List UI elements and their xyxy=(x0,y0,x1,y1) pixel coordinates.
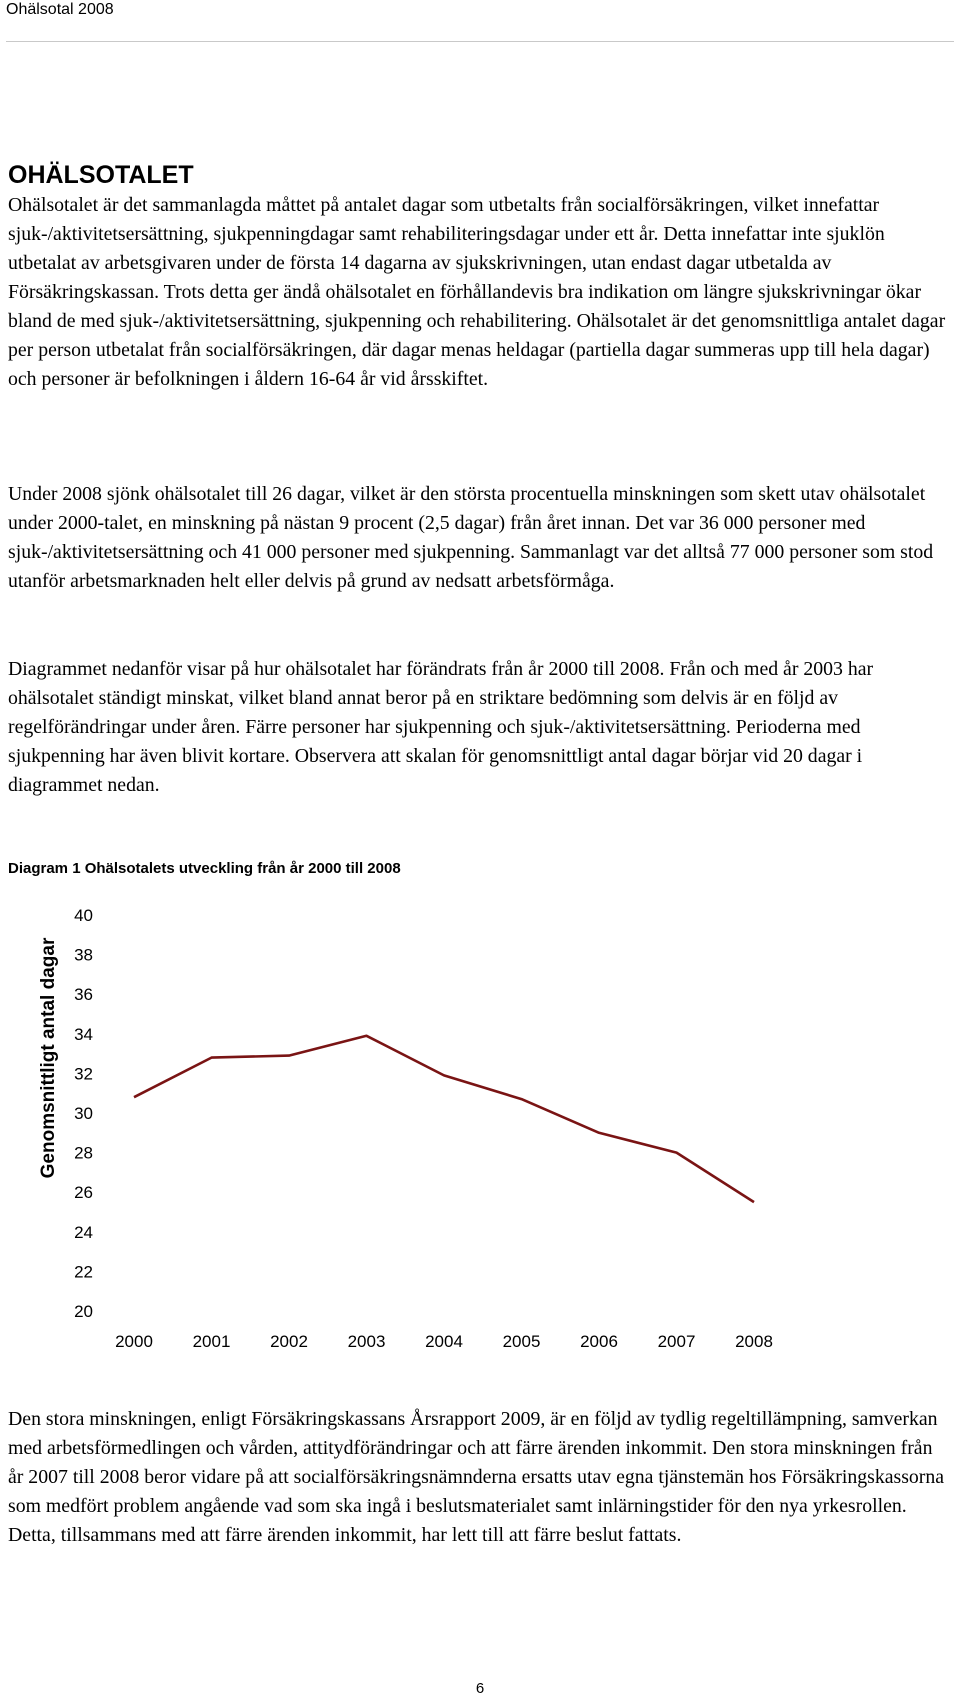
paragraph-diagram-intro: Diagrammet nedanför visar på hur ohälsotalet har förändrats från år 2000 till 2008. Från och med år 2003 har ohälsotalet ständigt minskat, vilket bland annat beror på en striktare bedömning som delvis är en följd av regelförändringar under åren. Färre personer har sjukpenning och sjuk-/aktivitetsersättning. Perioderna med sjukpenning har även blivit kortare. Observera att skalan för genomsnittligt antal dagar börjar vid 20 dagar i diagrammet nedan. xyxy=(8,658,874,796)
y-tick-label: 34 xyxy=(74,1024,93,1044)
page-number: 6 xyxy=(475,1680,485,1697)
x-tick-label: 2004 xyxy=(425,1332,463,1351)
line-chart xyxy=(0,880,960,1360)
y-tick-label: 22 xyxy=(74,1262,93,1282)
x-tick-label: 2002 xyxy=(270,1332,308,1351)
y-tick-label: 24 xyxy=(74,1222,93,1242)
paragraph-2008-decrease: Under 2008 sjönk ohälsotalet till 26 dagar, vilket är den största procentuella minskningen som skett utav ohälsotalet under 2000-talet, en minskning på nästan 9 procent (2,5 dagar) från året innan. Det var 36 000 personer med sjuk-/aktivitetsersättning och 41 000 personer med sjukpenning. Sammanlagt var det alltså 77 000 personer som stod utanför arbetsmarknaden helt eller delvis på grund av nedsatt arbetsförmåga. xyxy=(8,483,934,592)
x-tick-label: 2001 xyxy=(192,1332,231,1351)
paragraph-definition: Ohälsotalet är det sammanlagda måttet på antalet dagar som utbetalts från socialförsäkringen, vilket innefattar sjuk-/aktivitetsersättning, sjukpenningdagar samt rehabiliteringsdagar under ett år. Detta innefattar inte sjuklön utbetalat av arbetsgivaren under de första 14 dagarna av sjukskrivningen, utan endast dagar utbetalda av Försäkringskassan. Trots detta ger ändå ohälsotalet en förhållandevis bra indikation om längre sjukskrivningar ökar bland de med sjuk-/aktivitetsersättning, sjukpenning och rehabilitering. Ohälsotalet är det genomsnittliga antalet dagar per person utbetalat från socialförsäkringen, där dagar menas heldagar (partiella dagar summeras upp till hela dagar) och personer är befolkningen i åldern 16-64 år vid årsskiftet. xyxy=(8,194,946,390)
page-header xyxy=(0,0,960,44)
y-tick-label: 36 xyxy=(74,985,93,1005)
y-tick-label: 30 xyxy=(74,1104,93,1123)
y-tick-label: 38 xyxy=(74,945,93,965)
section-heading: OHÄLSOTALET xyxy=(8,161,194,189)
y-tick-label: 40 xyxy=(74,906,93,925)
x-tick-label: 2006 xyxy=(580,1332,618,1351)
x-tick-label: 2008 xyxy=(735,1332,773,1351)
header-divider xyxy=(6,41,954,42)
series-line xyxy=(134,1036,754,1202)
y-tick-label: 28 xyxy=(74,1143,93,1163)
y-tick-label: 32 xyxy=(74,1064,93,1084)
x-tick-label: 2000 xyxy=(115,1332,153,1351)
x-axis-ticks xyxy=(115,1332,773,1351)
x-tick-label: 2007 xyxy=(657,1332,696,1351)
header-title: Ohälsotal 2008 xyxy=(6,1,114,18)
chart-title: Diagram 1 Ohälsotalets utveckling från år 2000 till 2008 xyxy=(8,860,401,877)
paragraph-conclusion: Den stora minskningen, enligt Försäkringskassans Årsrapport 2009, är en följd av tydlig regeltillämpning, samverkan med arbetsförmedlingen och vården, attitydförändringar och att färre ärenden inkommit. Den stora minskningen från år 2007 till 2008 beror vidare på att socialförsäkringsnämnderna ersatts utav egna tjänstemän hos Försäkringskassorna som medfört problem angående vad som ska ingå i beslutsmaterialet samt inlärningstider för den nya yrkesrollen. Detta, tillsammans med att färre ärenden inkommit, har lett till att färre beslut fattats. xyxy=(8,1408,945,1546)
x-tick-label: 2003 xyxy=(347,1332,386,1351)
y-tick-label: 20 xyxy=(74,1302,93,1321)
x-tick-label: 2005 xyxy=(502,1332,541,1351)
y-tick-label: 26 xyxy=(74,1183,93,1203)
y-axis-ticks xyxy=(74,906,93,1321)
y-axis-label: Genomsnittligt antal dagar xyxy=(38,937,59,1179)
